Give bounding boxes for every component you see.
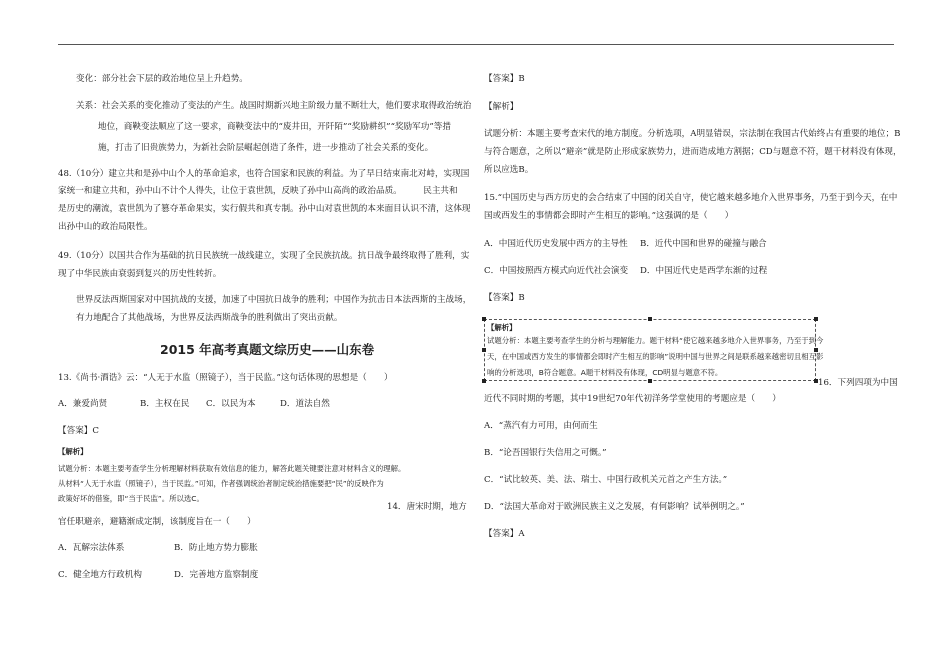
option-b: B．近代中国和世界的碰撞与融合 (640, 239, 767, 249)
analysis-heading: 【解析】 (484, 102, 519, 112)
option-c: C．“试比较英、美、法、瑞士、中国行政机关元首之产生方法。” (484, 475, 728, 485)
analysis-heading: 【解析】 (487, 323, 517, 332)
text-line: 地位，商鞅变法顺应了这一要求，商鞅变法中的“废井田，开阡陌”“奖励耕织”“奖励军功”等措 (98, 122, 451, 132)
option-d: D．道法自然 (280, 399, 330, 409)
option-a: A．兼爱尚贤 (58, 399, 108, 409)
analysis-line: 政策好坏的借鉴，即“当于民监”。所以选C。 (58, 494, 204, 503)
analysis-line: 试题分析：本题主要考查学生分析理解材料获取有效信息的能力，解答此题关键要注意对材料含义的理解。 (58, 464, 406, 473)
question-15: 15.“中国历史与西方历史的会合结束了中国的闭关自守，使它越来越多地介入世界事务，乃至于到今天，在中 (484, 193, 898, 203)
text-line: 是历史的潮流，袁世凯为了篡夺革命果实，实行假共和真专制。孙中山对袁世凯的本来面目认识不清，这体现 (58, 204, 471, 214)
resize-handle[interactable] (648, 317, 652, 321)
text-line: 现了中华民族由衰弱到复兴的历史性转折。 (58, 269, 222, 279)
question-13: 13.《尚书·酒诰》云：“人无于水监（照镜子），当于民监。”这句话体现的思想是（ ） (58, 373, 393, 383)
text-line: 出孙中山的政治局限性。 (58, 222, 153, 232)
question-16: 16．下列四项为中国 (818, 378, 898, 388)
option-c: C．健全地方行政机构 (58, 570, 142, 580)
text-line: 关系：社会关系的变化推动了变法的产生。战国时期新兴地主阶级力量不断壮大，他们要求取得政治统治 (76, 101, 472, 111)
question-48: 48.（10分）建立共和是孙中山个人的革命追求，也符合国家和民族的利益。为了早日结束南北对峙，实现国 (58, 169, 470, 179)
analysis-line: 从材料“人无于水监（照镜子），当于民监。”可知，作者强调统治者制定统治措施要把“民”的反映作为 (58, 479, 384, 488)
option-d: D．“法国大革命对于欧洲民族主义之发展，有何影响？试举例明之。” (484, 502, 745, 512)
text-line: 近代不同时期的考题，其中19世纪70年代初洋务学堂使用的考题应是（ ） (484, 394, 781, 404)
analysis-line: 天，在中国或西方发生的事情都会即时产生相互的影响”说明中国与世界之间是联系越来越密切且相互影 (487, 352, 824, 361)
option-c: C．以民为本 (206, 399, 256, 409)
analysis-line: 试题分析：本题主要考查宋代的地方制度。分析选项，A明显错误，宗法制在我国古代始终占有重要的地位；B (484, 129, 901, 139)
analysis-line: 与符合题意，之所以“避亲”就是防止形成家族势力，进而造成地方割据；CD与题意不符，题干材料没有体现， (484, 147, 902, 157)
analysis-line: 所以应选B。 (484, 165, 534, 175)
resize-handle[interactable] (482, 348, 486, 352)
analysis-line: 试题分析：本题主要考查学生的分析与理解能力。题干材料“使它越来越多地介入世界事务，乃至于到今 (487, 336, 824, 345)
text-line: 施，打击了旧贵族势力，为新社会阶层崛起创造了条件，进一步推动了社会关系的变化。 (98, 143, 434, 153)
option-a: A．中国近代历史发展中西方的主导性 (484, 239, 628, 249)
analysis-line: 响的分析选项，B符合题意。A题干材料没有体现，CD明显与题意不符。 (487, 368, 723, 377)
option-b: B．“论吾国银行失信用之可慨。” (484, 448, 607, 458)
answer-15: 【答案】B (484, 293, 525, 303)
option-d: D．完善地方监察制度 (174, 570, 259, 580)
text-line: 有力地配合了其他战场，为世界反法西斯战争的胜利做出了突出贡献。 (76, 313, 343, 323)
header-rule (58, 44, 894, 45)
text-line: 家统一和建立共和，孙中山不计个人得失，让位于袁世凯，反映了孙中山高尚的政治品质。 民主共和 (58, 186, 458, 196)
option-a: A．瓦解宗法体系 (58, 543, 125, 553)
option-c: C．中国按照西方模式向近代社会演变 (484, 266, 629, 276)
text-line: 变化：部分社会下层的政治地位呈上升趋势。 (76, 74, 248, 84)
section-title: 2015 年高考真题文综历史——山东卷 (160, 342, 375, 357)
question-14: 14．唐宋时期，地方 (387, 502, 467, 512)
option-a: A．“蒸汽有力可用，由何而生 (484, 421, 598, 431)
answer-16: 【答案】A (484, 529, 525, 539)
option-b: B．防止地方势力膨胀 (174, 543, 258, 553)
analysis-heading: 【解析】 (58, 447, 88, 456)
question-49: 49.（10分）以国共合作为基础的抗日民族统一战线建立，实现了全民族抗战。抗日战争最终取得了胜利，实 (58, 251, 470, 261)
answer-13: 【答案】C (58, 426, 99, 436)
resize-handle[interactable] (482, 379, 486, 383)
text-line: 国或西发生的事情都会即时产生相互的影响。”这强调的是（ ） (484, 211, 734, 221)
text-line: 世界反法西斯国家对中国抗战的支援，加速了中国抗日战争的胜利；中国作为抗击日本法西斯的主战场， (76, 295, 472, 305)
answer-14: 【答案】B (484, 74, 525, 84)
option-b: B．主权在民 (140, 399, 190, 409)
resize-handle[interactable] (814, 317, 818, 321)
resize-handle[interactable] (648, 379, 652, 383)
text-line: 官任职避亲，避籍渐成定制，该制度旨在一（ ） (58, 517, 256, 527)
resize-handle[interactable] (482, 317, 486, 321)
option-d: D．中国近代史是西学东渐的过程 (640, 266, 768, 276)
